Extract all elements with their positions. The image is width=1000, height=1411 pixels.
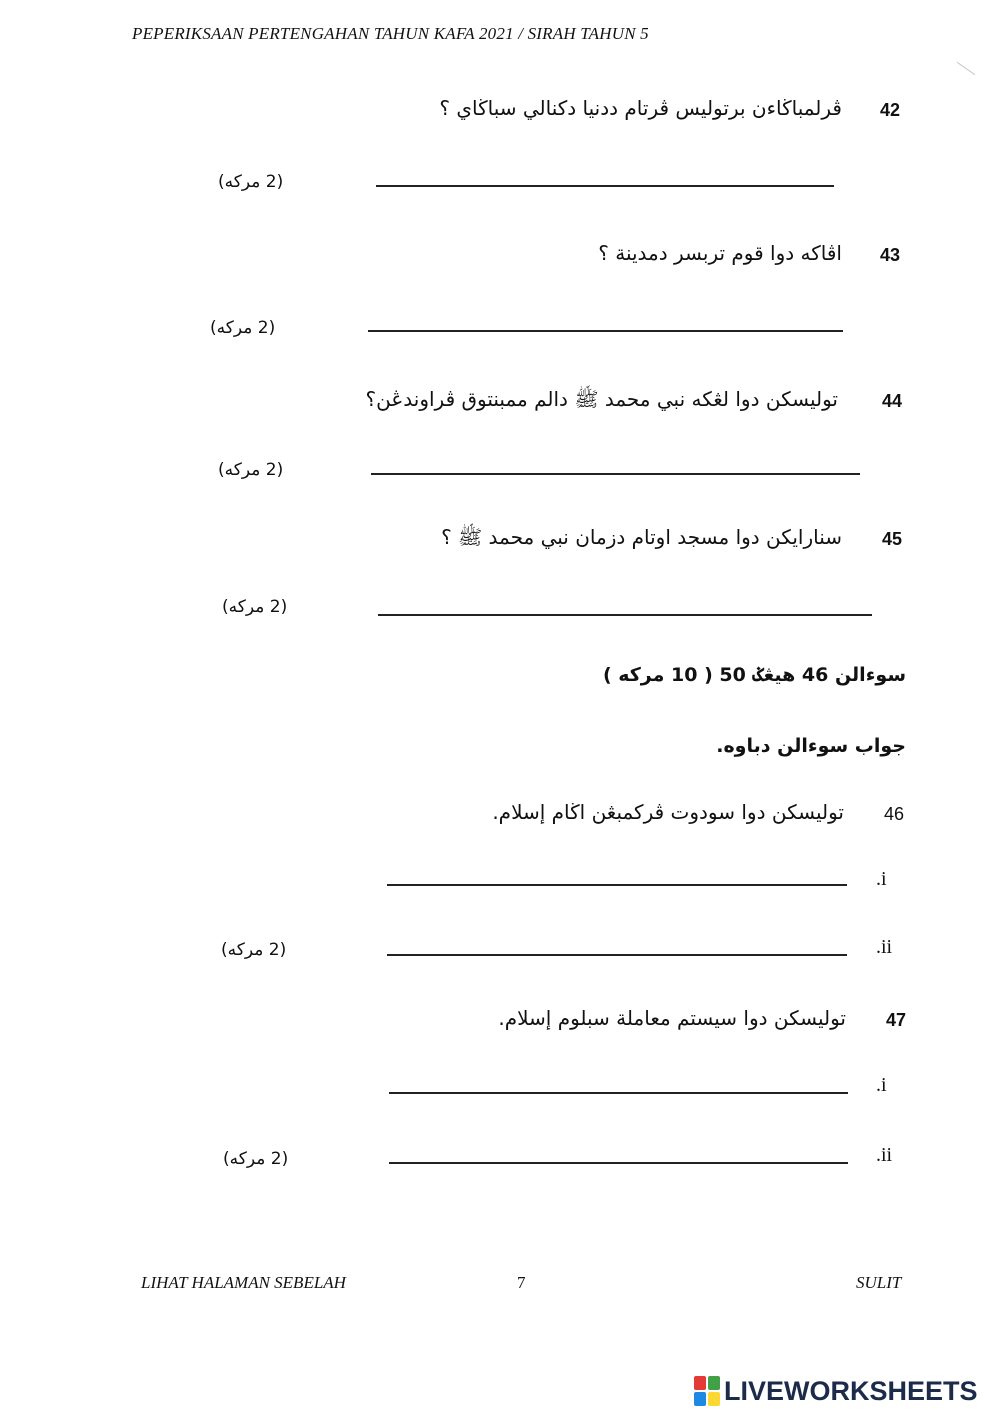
footer-page-number: 7: [517, 1273, 526, 1292]
liveworksheets-brand[interactable]: [694, 1374, 978, 1408]
question-44-marks: (2 مركه): [218, 460, 284, 480]
question-46-text: توليسكن دوا سودوت ڤركمبڠن اڬام إسلام.: [492, 800, 844, 824]
question-44-answer-field[interactable]: [371, 473, 860, 475]
question-44-text: توليسكن دوا لڠكه نبي محمد ﷺ دالم ممبنتوق ڤراوندڠن؟: [365, 387, 838, 411]
question-43-answer-field[interactable]: [368, 330, 843, 332]
question-42-number: 42: [880, 100, 901, 120]
question-46-item-ii-field[interactable]: [387, 954, 847, 956]
question-43-number: 43: [880, 245, 901, 265]
liveworksheets-logo-icon: [694, 1376, 720, 1406]
question-46-item-i-label: .i: [876, 868, 887, 890]
question-45-marks: (2 مركه): [222, 597, 288, 617]
question-47-item-i-label: .i: [876, 1074, 887, 1096]
question-47-marks: (2 مركه): [223, 1149, 289, 1169]
question-43-text: اڤاكه دوا قوم تربسر دمدينة ؟: [598, 241, 842, 265]
section-title: سوءالن 46 هيڠݢ 50 ( 10 مركه ): [602, 664, 906, 686]
question-47-item-i-field[interactable]: [389, 1092, 848, 1094]
liveworksheets-wordmark: LIVEWORKSHEETS: [724, 1375, 978, 1406]
footer-next-page: LIHAT HALAMAN SEBELAH: [141, 1273, 346, 1292]
question-46-item-i-field[interactable]: [387, 884, 847, 886]
question-44-number: 44: [882, 391, 903, 411]
question-45-text: سنارايكن دوا مسجد اوتام دزمان نبي محمد ﷺ ؟: [441, 525, 842, 549]
question-42-text: ڤرلمباڬاءن برتوليس ڤرتام ددنيا دكنالي سباڬاي ؟: [439, 96, 842, 120]
question-46-number: 46: [884, 804, 905, 824]
question-46-marks: (2 مركه): [221, 940, 287, 960]
footer-confidential: SULIT: [856, 1273, 902, 1292]
question-47-item-ii-label: .ii: [876, 1144, 893, 1166]
question-43-marks: (2 مركه): [210, 318, 276, 338]
question-45-number: 45: [882, 529, 903, 549]
question-42-marks: (2 مركه): [218, 172, 284, 192]
question-46-item-ii-label: .ii: [876, 936, 893, 958]
section-instruction: جواب سوءالن دباوه.: [716, 735, 906, 757]
scan-artifact: [957, 62, 976, 75]
question-47-number: 47: [886, 1010, 907, 1030]
page-header: PEPERIKSAAN PERTENGAHAN TAHUN KAFA 2021 / SIRAH TAHUN 5: [132, 24, 649, 43]
question-45-answer-field[interactable]: [378, 614, 872, 616]
question-47-item-ii-field[interactable]: [389, 1162, 848, 1164]
question-47-text: توليسكن دوا سيستم معاملة سبلوم إسلام.: [498, 1006, 846, 1030]
question-42-answer-field[interactable]: [376, 185, 834, 187]
